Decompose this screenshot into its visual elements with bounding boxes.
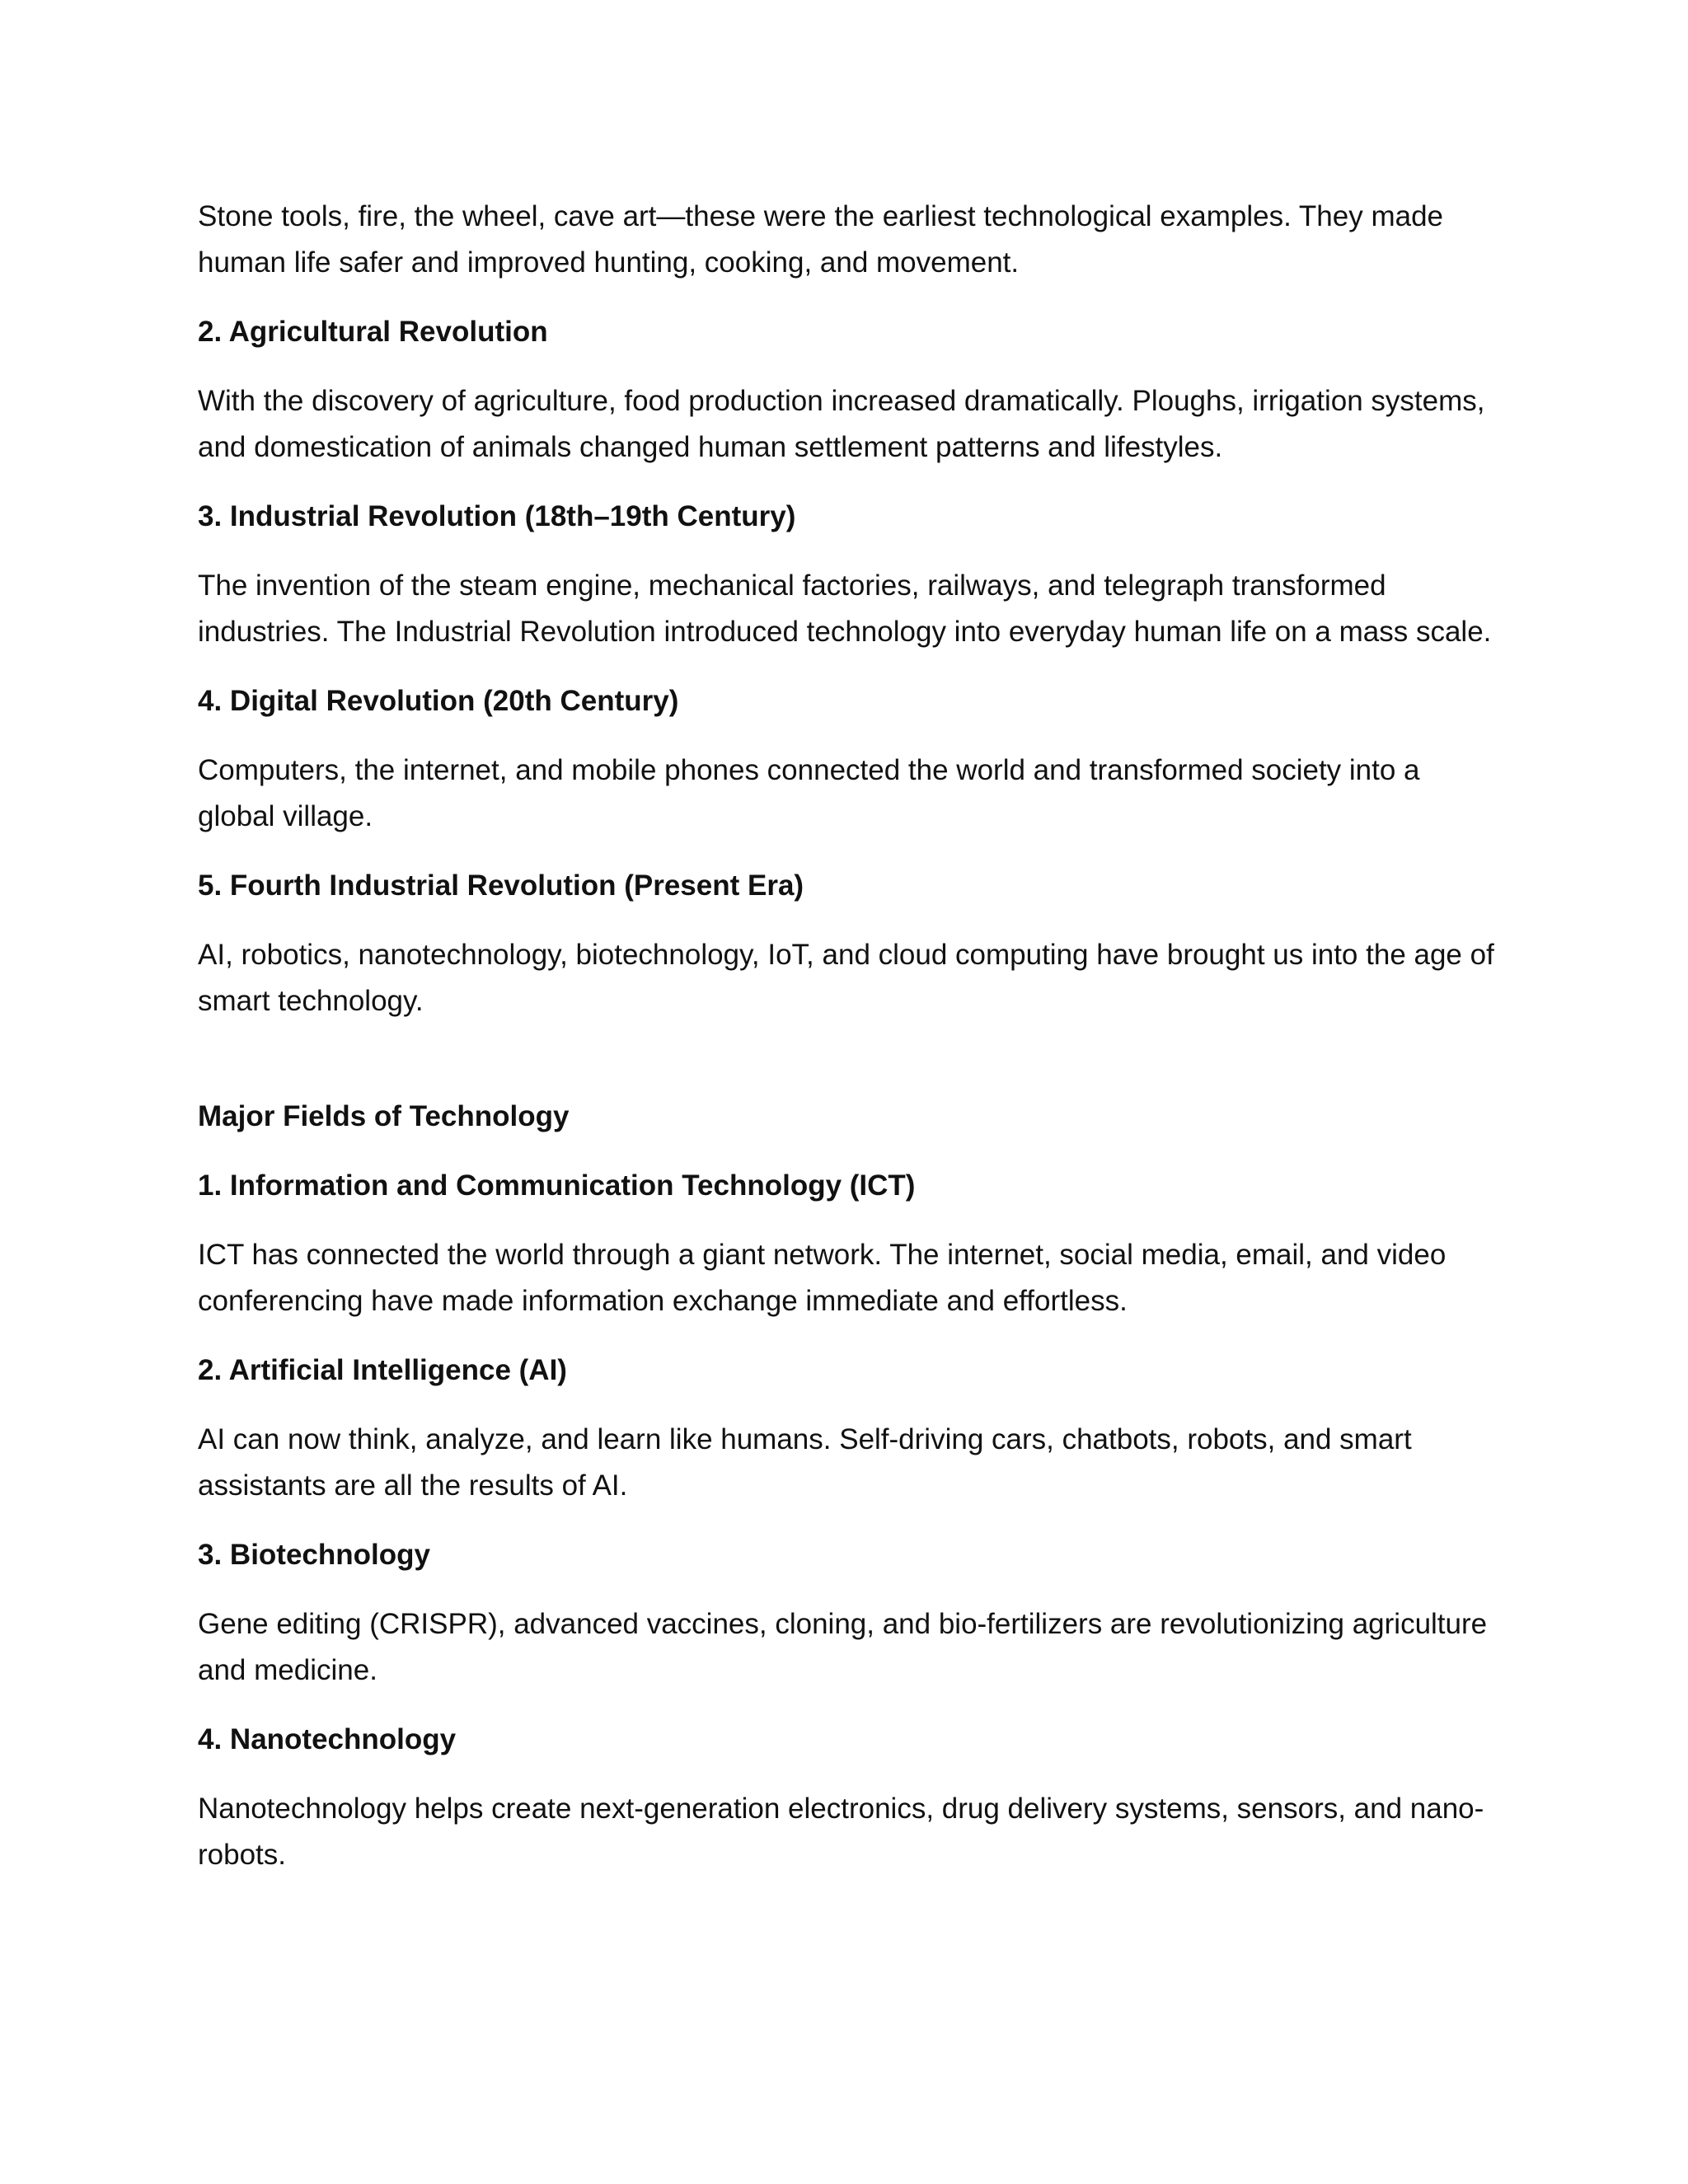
heading-digital-revolution: 4. Digital Revolution (20th Century) — [198, 685, 679, 717]
paragraph-nanotechnology: Nanotechnology helps create next-generation electronics, drug delivery systems, sensors, and nano-robots. — [198, 1793, 1484, 1871]
paragraph-agricultural-revolution: With the discovery of agriculture, food production increased dramatically. Ploughs, irrigation systems, and domestication of animals changed human settlement patterns and lifestyles. — [198, 385, 1485, 463]
heading-major-fields: Major Fields of Technology — [198, 1100, 570, 1132]
paragraph-early-technology: Stone tools, fire, the wheel, cave art—these were the earliest technological examples. They made human life safer and improved hunting, cooking, and movement. — [198, 200, 1443, 279]
heading-industrial-revolution: 3. Industrial Revolution (18th–19th Century) — [198, 500, 796, 532]
heading-fourth-industrial-revolution: 5. Fourth Industrial Revolution (Present Era) — [198, 869, 804, 902]
paragraph-digital-revolution: Computers, the internet, and mobile phones connected the world and transformed society into a global village. — [198, 754, 1420, 832]
paragraph-artificial-intelligence: AI can now think, analyze, and learn like humans. Self-driving cars, chatbots, robots, and smart assistants are all the results of AI. — [198, 1423, 1412, 1502]
paragraph-fourth-industrial-revolution: AI, robotics, nanotechnology, biotechnology, IoT, and cloud computing have brought us into the age of smart technology. — [198, 939, 1494, 1017]
section-spacer — [198, 1047, 1500, 1094]
heading-artificial-intelligence: 2. Artificial Intelligence (AI) — [198, 1354, 567, 1386]
heading-agricultural-revolution: 2. Agricultural Revolution — [198, 316, 548, 348]
document-page — [198, 194, 1500, 1901]
paragraph-ict: ICT has connected the world through a giant network. The internet, social media, email, and video conferencing have made information exchange immediate and effortless. — [198, 1239, 1447, 1317]
paragraph-industrial-revolution: The invention of the steam engine, mechanical factories, railways, and telegraph transformed industries. The Industrial Revolution introduced technology into everyday human life on a mass scale. — [198, 569, 1492, 648]
heading-ict: 1. Information and Communication Technology (ICT) — [198, 1169, 916, 1202]
heading-nanotechnology: 4. Nanotechnology — [198, 1723, 457, 1755]
heading-biotechnology: 3. Biotechnology — [198, 1539, 430, 1571]
paragraph-biotechnology: Gene editing (CRISPR), advanced vaccines, cloning, and bio-fertilizers are revolutionizing agriculture and medicine. — [198, 1608, 1488, 1686]
